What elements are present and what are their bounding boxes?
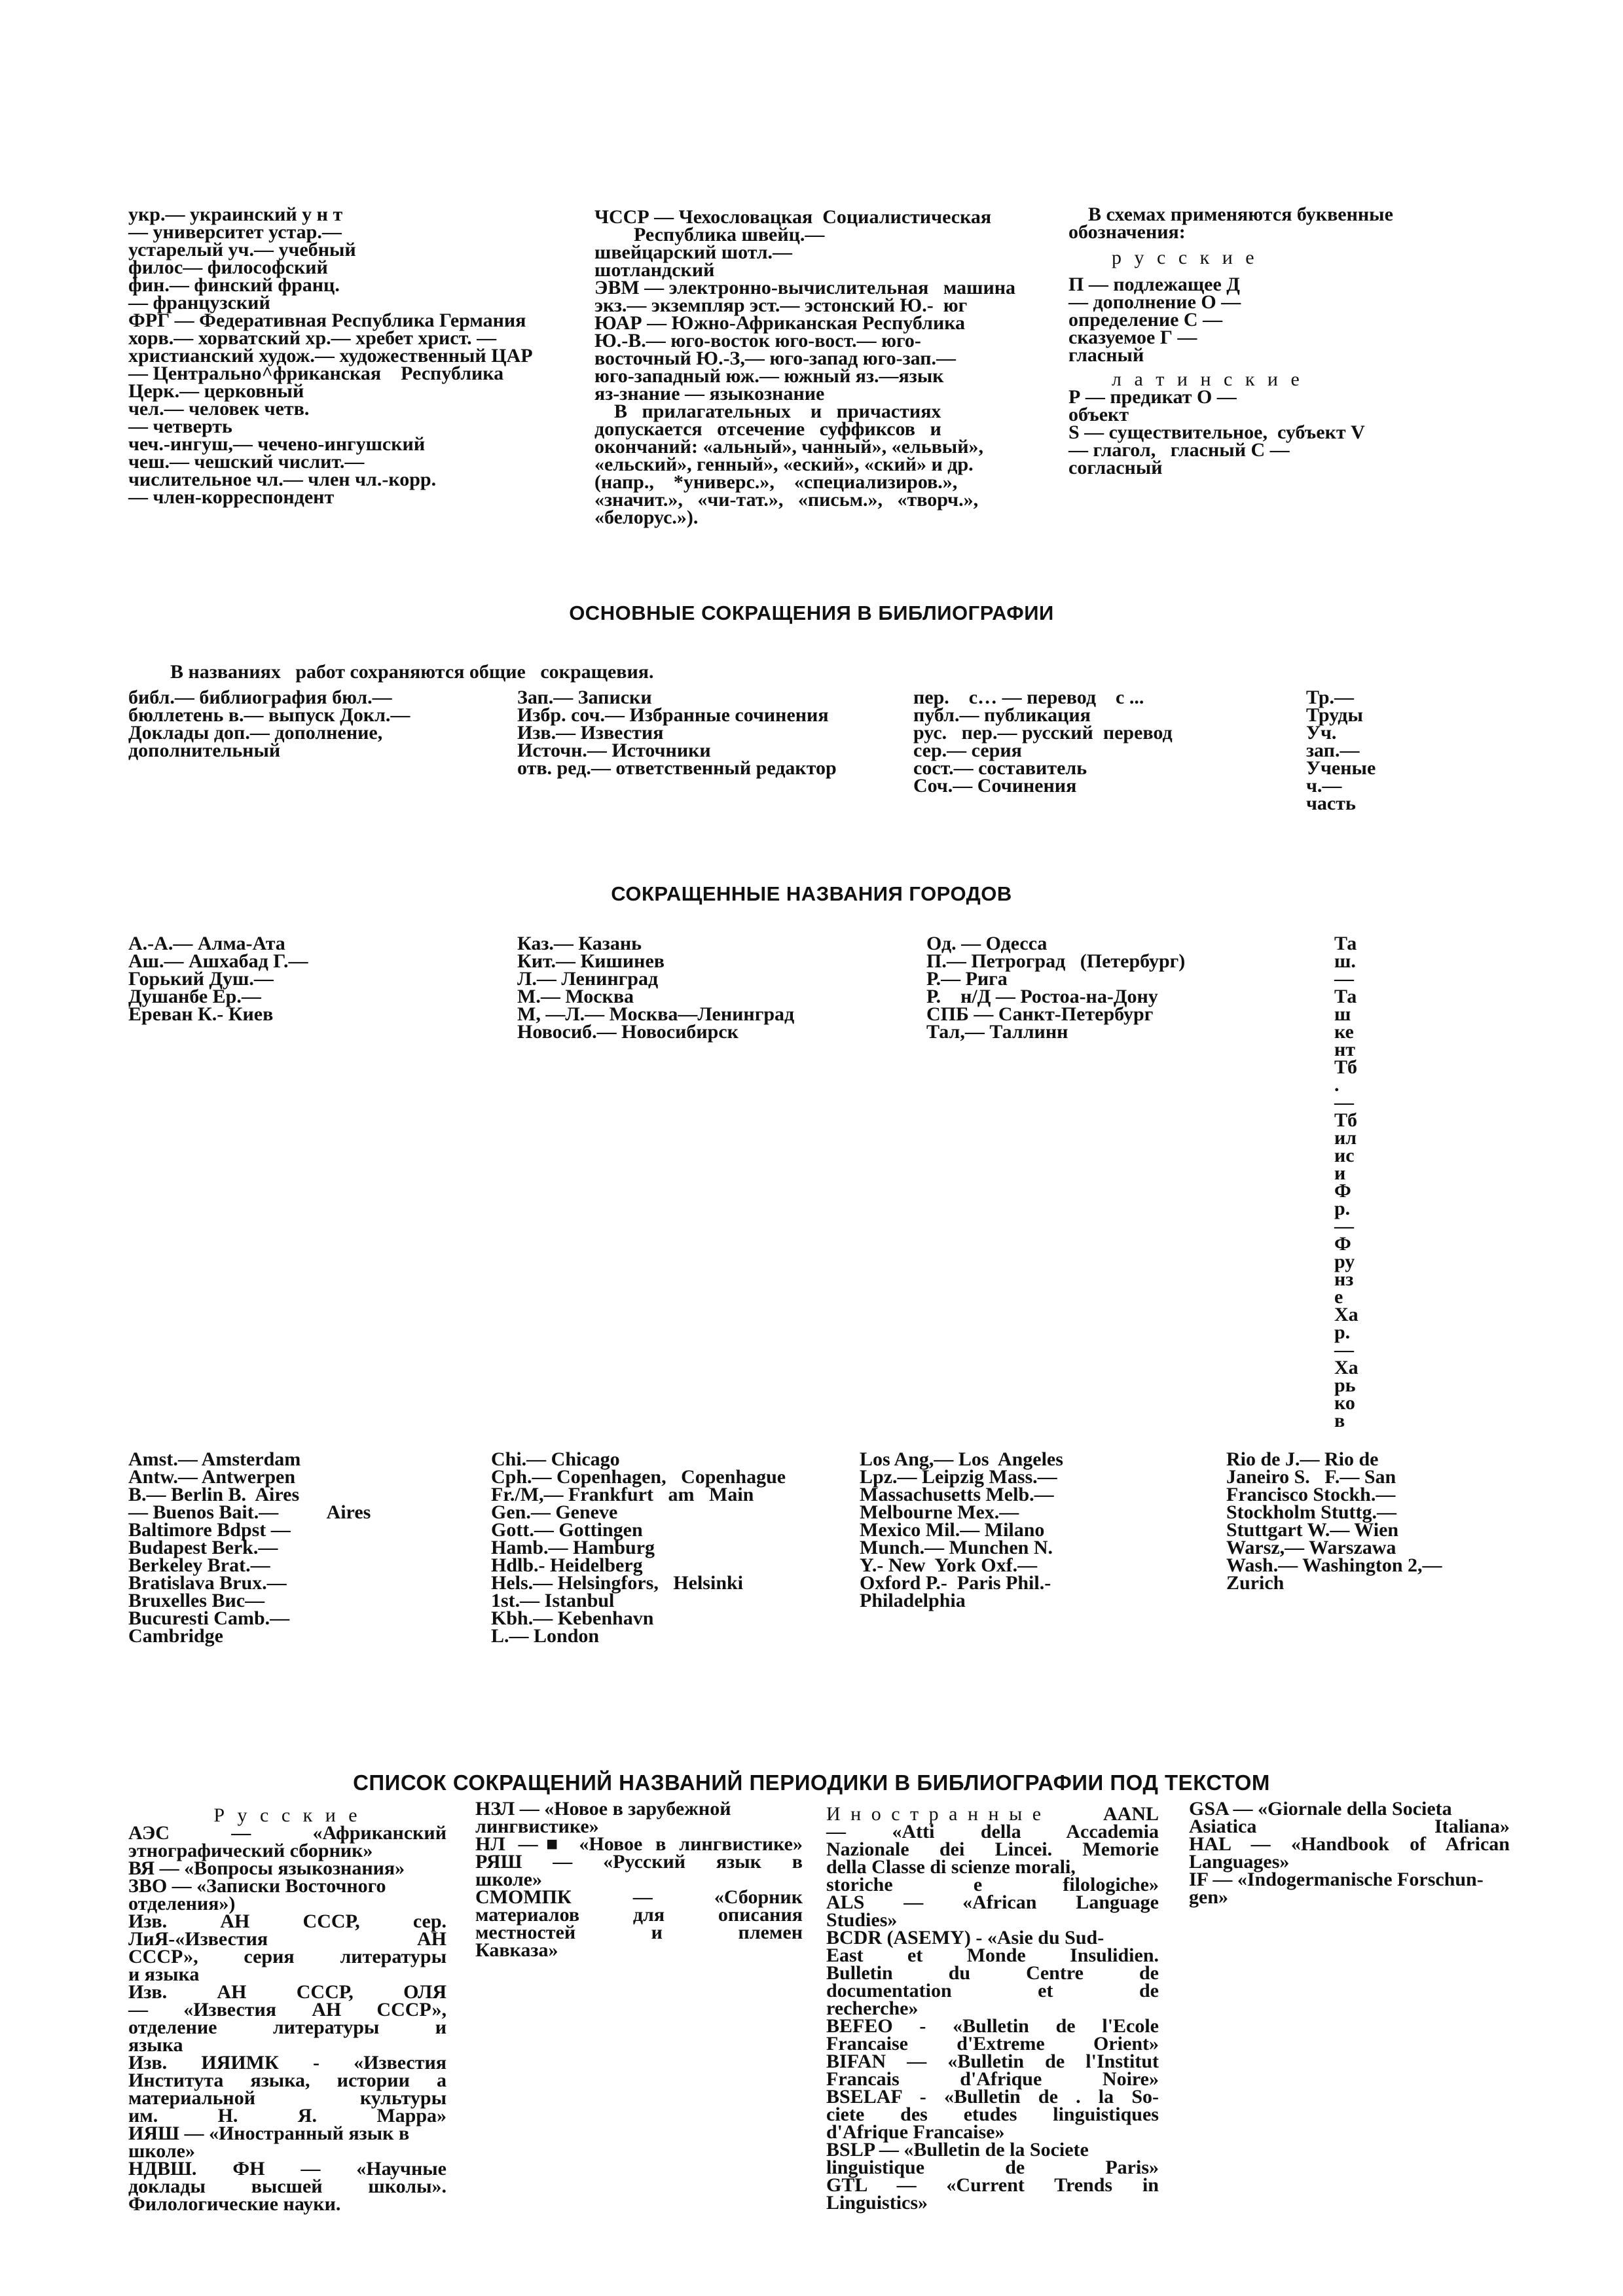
periodicals-foreign-column-2 xyxy=(1189,1800,1510,1906)
abbrev-line: яз-знание — языкознание xyxy=(594,383,825,404)
foreign-periodicals-label-row xyxy=(826,1805,1159,1823)
text-line: определение С — xyxy=(1068,309,1223,331)
foreign-cities-column-2 xyxy=(491,1450,845,1645)
text-line: Cambridge xyxy=(128,1625,223,1647)
latin-subheading: л а т и н с к и е xyxy=(1112,368,1304,390)
text-line: Berkeley Brat.— xyxy=(128,1554,270,1576)
text-line: Кит.— Кишинев xyxy=(517,950,665,972)
text-line: Тр.— xyxy=(1306,687,1355,708)
text-line: Kbh.— Kebenhavn xyxy=(491,1607,654,1629)
text-line: Уч. xyxy=(1306,722,1337,744)
text-line: ИЯШ — «Иностранный язык в xyxy=(128,2123,410,2144)
schema-notation-column xyxy=(1068,206,1435,476)
text-line: Budapest Berk.— xyxy=(128,1537,278,1558)
text-line: Церк.— церковный xyxy=(128,380,304,402)
bibliography-column-3 xyxy=(913,689,1280,795)
text-line: ЛиЯ-«Известия АН xyxy=(128,1928,447,1950)
text-line: ciete des etudes linguistiques xyxy=(826,2104,1159,2125)
text-line: и xyxy=(1334,1162,1346,1184)
abbrev-line: швейцарский шотл.— xyxy=(594,242,793,263)
text-line: — французский xyxy=(128,292,270,314)
abbrev-line: Республика швейц.— xyxy=(634,224,825,245)
text-line: Bucuresti Camb.— xyxy=(128,1607,290,1629)
text-line: доклады высшей школы». xyxy=(128,2176,447,2197)
text-line: — xyxy=(1334,968,1354,990)
text-line: Francaise d'Extreme Orient» xyxy=(826,2033,1159,2054)
suffix-note-line: допускается отсечение суффиксов и xyxy=(594,418,941,440)
text-line: СПБ — Санкт-Петербург xyxy=(926,1003,1154,1025)
periodicals-russian-column-1 xyxy=(128,1806,447,2213)
periodicals-russian-column-2 xyxy=(475,1800,803,1959)
text-line: гласный xyxy=(1068,344,1144,366)
text-line: Hdlb.- Heidelberg xyxy=(491,1554,643,1576)
text-line: библ.— библиография бюл.— xyxy=(128,687,392,708)
text-line: Тб xyxy=(1334,1109,1358,1131)
text-line: Горький Душ.— xyxy=(128,968,274,990)
text-line: рь xyxy=(1334,1374,1356,1396)
text-line: ALS — «African Language xyxy=(826,1892,1159,1913)
text-line: Zurich xyxy=(1226,1572,1285,1594)
text-line: Ха xyxy=(1334,1357,1359,1378)
russian-cities-column-1 xyxy=(128,935,495,1023)
text-line: ВЯ — «Вопросы языкознания» xyxy=(128,1857,405,1879)
text-line: хорв.— хорватский хр.— хребет христ. — xyxy=(128,327,497,349)
text-line: языка xyxy=(128,2034,183,2056)
text-line: Та xyxy=(1334,933,1357,954)
text-line: СССР», серия литературы xyxy=(128,1946,447,1967)
text-line: Baltimore Bdpst — xyxy=(128,1519,291,1541)
text-line: НЛ —■ «Новое в лингвистике» xyxy=(475,1833,803,1855)
text-line: НЗЛ — «Новое в зарубежной xyxy=(475,1798,731,1820)
text-line: Изв. ИЯИМК - «Известия xyxy=(128,2052,447,2073)
text-line: р. xyxy=(1334,1321,1351,1343)
text-line: gen» xyxy=(1189,1886,1228,1908)
text-line: Chi.— Chicago xyxy=(491,1448,620,1470)
suffix-note-line: «значит.», «чи-тат.», «письм.», «творч.», xyxy=(594,489,979,511)
text-line: Warsz,— Warszawa xyxy=(1226,1537,1396,1558)
russian-cities-column-2 xyxy=(517,935,884,1041)
abbrev-line: восточный Ю.-З,— юго-запад юго-зап.— xyxy=(594,348,957,369)
text-line: отделения») xyxy=(128,1893,236,1914)
text-line: Труды xyxy=(1306,704,1363,726)
text-line: Mexico Mil.— Milano xyxy=(860,1519,1045,1541)
abbrev-column-1 xyxy=(128,206,574,506)
text-line: Ф xyxy=(1334,1233,1351,1255)
text-line: е xyxy=(1334,1286,1343,1308)
text-line: GSA — «Giornale della Societa xyxy=(1189,1798,1452,1820)
text-line: L.— London xyxy=(491,1625,600,1647)
text-line: ч.— xyxy=(1306,775,1342,797)
text-line: Избр. соч.— Избранные сочинения xyxy=(517,704,829,726)
text-line: объект xyxy=(1068,404,1129,425)
latin-symbols xyxy=(1068,388,1435,476)
text-line: Fr./M,— Frankfurt am Main xyxy=(491,1484,754,1505)
schema-intro: В схемах применяются буквенные xyxy=(1088,204,1393,225)
text-line: чеч.-ингуш,— чечено-ингушский xyxy=(128,433,426,455)
foreign-cities-column-3 xyxy=(860,1450,1213,1609)
text-line: сказуемое Г — xyxy=(1068,327,1197,348)
text-line: Новосиб.— Новосибирск xyxy=(517,1021,739,1043)
text-line: Ха xyxy=(1334,1304,1359,1325)
text-line: BIFAN — «Bulletin de l'Institut xyxy=(826,2051,1159,2072)
text-line: Stockholm Stuttg.— xyxy=(1226,1501,1397,1523)
foreign-periodicals-list xyxy=(826,1823,1159,2212)
text-line: Oxford P.- Paris Phil.- xyxy=(860,1572,1051,1594)
bibliography-intro: В названиях работ сохраняются общие сокращевия. xyxy=(170,661,654,683)
text-line: Bratislava Brux.— xyxy=(128,1572,287,1594)
text-line: Л.— Ленинград xyxy=(517,968,659,990)
text-line: местностей и племен xyxy=(475,1922,803,1943)
text-line: чел.— человек четв. xyxy=(128,398,310,420)
suffix-note-line: (напр., *универс.», «специализиров.», xyxy=(594,471,958,493)
text-line: часть xyxy=(1306,793,1356,814)
text-line: — xyxy=(1334,1339,1354,1361)
text-line: П.— Петроград (Петербург) xyxy=(926,950,1186,972)
text-line: фин.— финский франц. xyxy=(128,274,340,296)
text-line: нт xyxy=(1334,1039,1356,1060)
text-line: НДВШ. ФН — «Научные xyxy=(128,2158,447,2179)
text-line: BSLP — «Bulletin de la Societe xyxy=(826,2139,1089,2161)
text-line: ко xyxy=(1334,1392,1355,1414)
text-line: зап.— xyxy=(1306,740,1360,761)
text-line: — xyxy=(1334,1092,1354,1113)
foreign-cities-column-1 xyxy=(128,1450,482,1645)
suffix-note-line: «ельский», генный», «еский», «ский» и др. xyxy=(594,454,974,475)
text-line: storiche e filologiche» xyxy=(826,1874,1159,1895)
text-line: Munch.— Munchen N. xyxy=(860,1537,1053,1558)
text-line: ш xyxy=(1334,1003,1351,1025)
text-line: Ученые xyxy=(1306,757,1376,779)
russian-cities-column-3 xyxy=(926,935,1293,1041)
bibliography-heading: ОСНОВНЫЕ СОКРАЩЕНИЯ В БИБЛИОГРАФИИ xyxy=(569,601,1054,624)
text-line: Francisco Stockh.— xyxy=(1226,1484,1396,1505)
text-line: Ф xyxy=(1334,1180,1351,1202)
text-line: р. xyxy=(1334,1198,1351,1219)
text-line: устарелый уч.— учебный xyxy=(128,239,356,260)
text-line: BCDR (ASEMY) - «Asie du Sud- xyxy=(826,1927,1104,1948)
text-line: дополнительный xyxy=(128,740,281,761)
text-line: Asiatica Italiana» xyxy=(1189,1816,1510,1837)
text-line: — четверть xyxy=(128,416,232,437)
text-line: — глагол, гласный С — xyxy=(1068,439,1290,461)
text-line: А.-А.— Алма-Ата xyxy=(128,933,285,954)
text-line: — университет устар.— xyxy=(128,221,342,243)
text-line: Ереван К.- Киев xyxy=(128,1003,274,1025)
bibliography-column-1 xyxy=(128,689,495,759)
text-line: АЭС — «Африканский xyxy=(128,1822,447,1844)
text-line: Los Ang,— Los Angeles xyxy=(860,1448,1063,1470)
text-line: Melbourne Mex.— xyxy=(860,1501,1019,1523)
text-line: Gott.— Gottingen xyxy=(491,1519,643,1541)
text-line: IF — «Indogermanische Forschun- xyxy=(1189,1869,1484,1890)
russian-subheading: р у с с к и е xyxy=(1112,247,1258,268)
text-line: linguistique de Paris» xyxy=(826,2157,1159,2178)
text-line: М.— Москва xyxy=(517,986,634,1007)
text-line: христианский худож.— художественный ЦАР xyxy=(128,345,533,367)
suffix-note-line: «белорус.»). xyxy=(594,507,699,528)
text-line: — «Известия АН СССР», xyxy=(128,1999,447,2020)
text-line: Источн.— Источники xyxy=(517,740,711,761)
text-line: материальной культуры xyxy=(128,2087,447,2109)
bibliography-column-4 xyxy=(1306,689,1385,812)
text-line: этнографический сборник» xyxy=(128,1840,373,1861)
text-line: della Classe di scienze morali, xyxy=(826,1856,1076,1878)
text-line: Института языка, истории а xyxy=(128,2070,447,2091)
text-line: в xyxy=(1334,1410,1345,1431)
text-line: Nazionale dei Lincei. Memorie xyxy=(826,1839,1159,1860)
text-line: Philadelphia xyxy=(860,1590,966,1611)
text-line: Stuttgart W.— Wien xyxy=(1226,1519,1399,1541)
text-line: им. Н. Я. Марра» xyxy=(128,2105,447,2126)
text-line: филос— философский xyxy=(128,257,328,278)
text-line: Тал,— Таллинн xyxy=(926,1021,1068,1043)
text-line: — дополнение О — xyxy=(1068,291,1241,313)
abbrev-line: экз.— экземпляр эст.— эстонский Ю.- юг xyxy=(594,295,968,316)
abbrev-column-2 xyxy=(594,208,1053,526)
text-line: сер.— серия xyxy=(913,740,1022,761)
text-line: Кавказа» xyxy=(475,1939,558,1961)
text-line: ру xyxy=(1334,1251,1355,1272)
text-line: Соч.— Сочинения xyxy=(913,775,1077,797)
text-line: Р — предикат О — xyxy=(1068,386,1237,408)
text-line: Изв.— Известия xyxy=(517,722,664,744)
text-line: бюллетень в.— выпуск Докл.— xyxy=(128,704,410,726)
abbrev-line: шотландский xyxy=(594,259,715,281)
text-line: ис xyxy=(1334,1145,1355,1166)
text-line: East et Monde Insulidien. xyxy=(826,1945,1159,1966)
text-line: Amst.— Amsterdam xyxy=(128,1448,301,1470)
text-line: сост.— составитель xyxy=(913,757,1087,779)
text-line: Francais d'Afrique Noire» xyxy=(826,2068,1159,2090)
russian-cities-column-4 xyxy=(1334,935,1380,1429)
text-line: М, —Л.— Москва—Ленинград xyxy=(517,1003,795,1025)
text-line: Од. — Одесса xyxy=(926,933,1048,954)
text-line: Р.— Рига xyxy=(926,968,1008,990)
text-line: Linguistics» xyxy=(826,2192,928,2214)
text-line: — «Atti della Accademia xyxy=(826,1821,1159,1842)
text-line: СМОМПК — «Сборник xyxy=(475,1886,803,1908)
text-line: ил xyxy=(1334,1127,1357,1149)
text-line: documentation et de xyxy=(826,1980,1159,2001)
text-line: Изв. АН СССР, сер. xyxy=(128,1910,447,1932)
text-line: Bruxelles Вис— xyxy=(128,1590,265,1611)
text-line: — Центрально^фриканская Республика xyxy=(128,363,504,384)
text-line: Wash.— Washington 2,— xyxy=(1226,1554,1442,1576)
text-line: Bulletin du Centre de xyxy=(826,1962,1159,1984)
text-line: — xyxy=(1334,1215,1354,1237)
text-line: Hels.— Helsingfors, Helsinki xyxy=(491,1572,744,1594)
suffix-note-line: окончаний: «альный», чанный», «ельвый», xyxy=(594,436,984,457)
abbrev-line: ЭВМ — электронно-вычислительная машина xyxy=(594,277,1016,298)
bibliography-column-2 xyxy=(517,689,884,777)
text-line: — Buenos Bait.— Aires xyxy=(128,1501,371,1523)
text-line: согласный xyxy=(1068,457,1163,478)
text-line: recherche» xyxy=(826,1998,919,2019)
text-line: Душанбе Ер.— xyxy=(128,986,261,1007)
text-line: школе» xyxy=(475,1869,542,1890)
text-line: школе» xyxy=(128,2140,195,2162)
text-line: GTL — «Current Trends in xyxy=(826,2174,1159,2196)
abbrev-line: ЧССР — Чехословацкая Социалистическая xyxy=(594,206,992,228)
periodicals-foreign-column-1 xyxy=(826,1805,1159,2212)
periodicals-heading: СПИСОК СОКРАЩЕНИЙ НАЗВАНИЙ ПЕРИОДИКИ В БИБЛИОГРАФИИ ПОД ТЕКСТОМ xyxy=(353,1770,1270,1795)
text-line: рус. пер.— русский перевод xyxy=(913,722,1173,744)
text-line: ш. xyxy=(1334,950,1356,972)
text-line: публ.— публикация xyxy=(913,704,1091,726)
text-line: . xyxy=(1334,1074,1340,1096)
abbrev-line: ЮАР — Южно-Африканская Республика xyxy=(594,312,966,334)
text-line: S — существительное, субъект V xyxy=(1068,422,1365,443)
text-line: ЗВО — «Записки Восточного xyxy=(128,1875,386,1897)
text-line: Janeiro S. F.— San xyxy=(1226,1466,1396,1488)
text-line: d'Afrique Francaise» xyxy=(826,2121,1005,2143)
text-line: укр.— украинский у н т xyxy=(128,204,343,225)
foreign-periodicals-label: И н о с т р а н н ы е xyxy=(826,1803,1044,1825)
text-line: числительное чл.— член чл.-корр. xyxy=(128,469,437,490)
text-line: материалов для описания xyxy=(475,1904,803,1926)
text-line: Massachusetts Melb.— xyxy=(860,1484,1054,1505)
text-line: Та xyxy=(1334,986,1357,1007)
text-line: Филологические науки. xyxy=(128,2193,341,2215)
text-line: ФРГ — Федеративная Республика Германия xyxy=(128,310,526,331)
russian-periodicals-list xyxy=(128,1824,447,2213)
text-line: Languages» xyxy=(1189,1851,1290,1873)
russian-symbols xyxy=(1068,276,1435,364)
suffix-note-line: В прилагательных и причастиях xyxy=(614,401,941,422)
abbrev-line: Ю.-В.— юго-восток юго-вост.— юго- xyxy=(594,330,921,351)
text-line: Аш.— Ашхабад Г.— xyxy=(128,950,308,972)
text-line: Hamb.— Hamburg xyxy=(491,1537,655,1558)
text-line: Доклады доп.— дополнение, xyxy=(128,722,383,744)
text-line: П — подлежащее Д xyxy=(1068,274,1240,295)
text-line: Р. н/Д — Ростоа-на-Дону xyxy=(926,986,1158,1007)
text-line: B.— Berlin B. Aires xyxy=(128,1484,300,1505)
foreign-cities-column-4 xyxy=(1226,1450,1580,1592)
text-line: Lpz.— Leipzig Mass.— xyxy=(860,1466,1057,1488)
text-line: чеш.— чешский числит.— xyxy=(128,451,365,473)
text-line: пер. с… — перевод с ... xyxy=(913,687,1144,708)
text-line: РЯШ — «Русский язык в xyxy=(475,1851,803,1873)
text-line: Изв. АН СССР, ОЛЯ xyxy=(128,1981,447,2003)
text-line: HAL — «Handbook of African xyxy=(1189,1833,1510,1855)
abbrev-line: юго-западный юж.— южный яз.—язык xyxy=(594,365,944,387)
text-line: Rio de J.— Rio de xyxy=(1226,1448,1379,1470)
text-line: Зап.— Записки xyxy=(517,687,652,708)
text-line: — член-корреспондент xyxy=(128,486,335,508)
text-line: Y.- New York Oxf.— xyxy=(860,1554,1038,1576)
text-line: отделение литературы и xyxy=(128,2017,447,2038)
text-line: Тб xyxy=(1334,1056,1358,1078)
text-line: Antw.— Antwerpen xyxy=(128,1466,296,1488)
text-line: BEFEO - «Bulletin de l'Ecole xyxy=(826,2015,1159,2037)
russian-periodicals-label: Р у с с к и е xyxy=(213,1804,361,1826)
text-line: отв. ред.— ответственный редактор xyxy=(517,757,837,779)
text-line: Studies» xyxy=(826,1909,898,1931)
aanl-abbrev: AANL xyxy=(1103,1803,1159,1825)
text-line: 1st.— Istanbul xyxy=(491,1590,615,1611)
cities-heading: СОКРАЩЕННЫЕ НАЗВАНИЯ ГОРОДОВ xyxy=(611,882,1012,905)
text-line: Каз.— Казань xyxy=(517,933,642,954)
text-line: и языка xyxy=(128,1964,200,1985)
text-line: Gen.— Geneve xyxy=(491,1501,618,1523)
text-line: ке xyxy=(1334,1021,1354,1043)
text-line: лингвистике» xyxy=(475,1816,599,1837)
schema-intro: обозначения: xyxy=(1068,221,1186,243)
text-line: BSELAF - «Bulletin de . la So- xyxy=(826,2086,1159,2108)
text-line: нз xyxy=(1334,1268,1354,1290)
text-line: Cph.— Copenhagen, Copenhague xyxy=(491,1466,786,1488)
